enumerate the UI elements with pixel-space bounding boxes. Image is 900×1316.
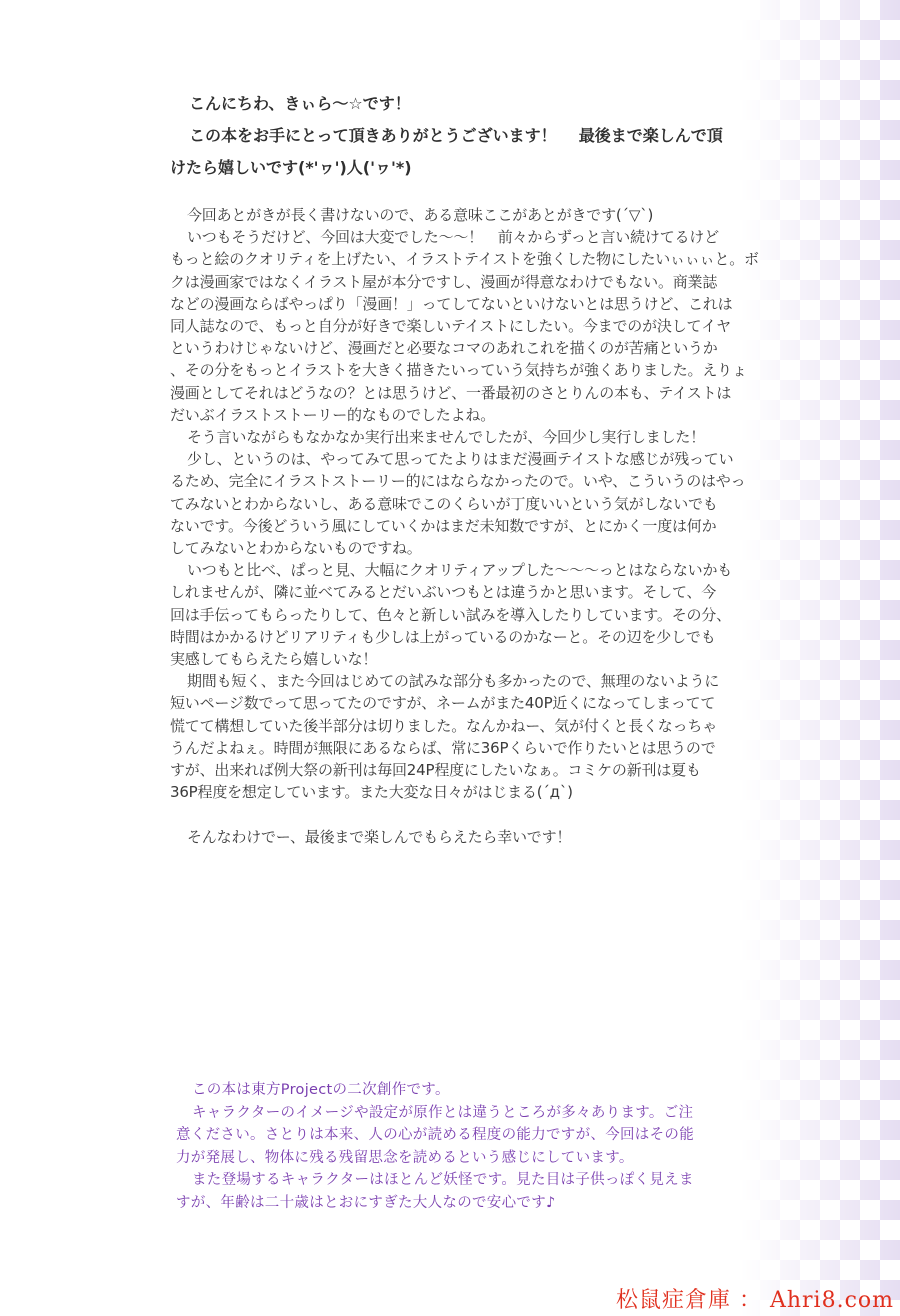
body-line: 期間も短く、また今回はじめての試みな部分も多かったので、無理のないように <box>187 672 720 691</box>
body-line: 少し、というのは、やってみて思ってたよりはまだ漫画テイストな感じが残ってい <box>187 450 734 469</box>
afterword-body <box>170 204 770 848</box>
greeting-line: けたら嬉しいです(*'ヮ')人('ヮ'*) <box>170 158 412 177</box>
body-line: 、その分をもっとイラストを大きく描きたいっていう気持ちが強くありました。えりょ <box>170 361 747 380</box>
body-line: しれませんが、隣に並べてみるとだいぶいつもとは違うかと思います。そして、今 <box>170 583 717 602</box>
greeting-line: こんにちわ、きぃら～☆です！ <box>189 94 411 113</box>
greeting-enjoy: 最後まで楽しんで頂 <box>578 126 723 145</box>
body-line: だいぶイラストストーリー的なものでしたよね。 <box>170 405 496 424</box>
greeting-thanks: この本をお手にとって頂きありがとうございます！ <box>189 126 557 145</box>
body-line: いつもと比べ、ぱっと見、大幅にクオリティアップした～～～っとはならないかも <box>187 561 733 580</box>
notice-line: 力が発展し、物体に残る残留思念を読めるという感じにしています。 <box>176 1149 634 1166</box>
notice-line: この本は東方Projectの二次創作です。 <box>192 1082 450 1098</box>
notice-line: キャラクターのイメージや設定が原作とは違うところが多々あります。ご注 <box>192 1104 694 1121</box>
watermark-credit: 松鼠症倉庫 ： Ahri8.com <box>615 1288 894 1313</box>
body-line: そう言いながらもなかなか実行出来ませんでしたが、今回少し実行しました！ <box>187 428 706 447</box>
body-line: うんだよねぇ。時間が無限にあるならば、常に36Pくらいで作りたいとは思うので <box>170 738 716 757</box>
body-line: クは漫画家ではなくイラスト屋が本分ですし、漫画が得意なわけでもない。商業誌 <box>170 272 718 291</box>
notice-line: 意ください。さとりは本来、人の心が読める程度の能力ですが、今回はその能 <box>176 1127 694 1143</box>
body-line: てみないとわからないし、ある意味でこのくらいが丁度いいという気がしないでも <box>170 494 718 513</box>
notice-line: また登場するキャラクターはほとんど妖怪です。見た目は子供っぽく見えま <box>192 1172 694 1188</box>
body-line: 同人誌なので、もっと自分が好きで楽しいテイストにしたい。今までのが決してイヤ <box>170 317 731 336</box>
body-line: というわけじゃないけど、漫画だと必要なコマのあれこれを描くのが苦痛というか <box>170 339 718 358</box>
body-line: してみないとわからないものですね。 <box>170 539 422 558</box>
disclaimer-notice <box>176 1079 776 1214</box>
body-line: いつもそうだけど、今回は大変でした～～！ 前々からずっと言い続けてるけど <box>187 228 719 247</box>
body-line: そんなわけでー、最後まで楽しんでもらえたら幸いです！ <box>187 827 572 846</box>
notice-line: すが、年齢は二十歳はとおにすぎた大人なので安心です♪ <box>176 1194 556 1211</box>
body-line: 時間はかかるけどリアリティも少しは上がっているのかなーと。その辺を少しでも <box>170 627 716 646</box>
body-line: すが、出来れば例大祭の新刊は毎回24P程度にしたいなぁ。コミケの新刊は夏も <box>170 761 701 780</box>
body-line: 漫画としてそれはどうなの？とは思うけど、一番最初のさとりんの本も、テイストは <box>170 383 732 402</box>
body-line: ないです。今後どういう風にしていくかはまだ未知数ですが、とにかく一度は何か <box>170 516 717 535</box>
body-line: 実感してもらえたら嬉しいな！ <box>170 650 378 669</box>
body-line: もっと絵のクオリティを上げたい、イラストテイストを強くした物にしたいぃぃぃと。ボ <box>170 250 759 269</box>
greeting-line <box>170 120 770 152</box>
greeting <box>170 88 770 184</box>
body-line: 短いページ数でって思ってたのですが、ネームがまた40P近くになってしまってて <box>170 694 716 713</box>
body-line: 回は手伝ってもらったりして、色々と新しい試みを導入したりしています。その分、 <box>170 605 731 624</box>
body-blank-line <box>170 803 770 825</box>
body-line: 36P程度を想定しています。また大変な日々がはじまる(´д`) <box>170 783 573 802</box>
body-line: 今回あとがきが長く書けないので、ある意味ここがあとがきです(´▽`) <box>187 206 654 224</box>
body-line: 慌てて構想していた後半部分は切りました。なんかねー、気が付くと長くなっちゃ <box>170 716 718 735</box>
body-line: などの漫画ならばやっぱり「漫画！」ってしてないといけないとは思うけど、これは <box>170 294 733 313</box>
body-line: るため、完全にイラストストーリー的にはならなかったので。いや、こういうのはやっ <box>170 472 746 491</box>
